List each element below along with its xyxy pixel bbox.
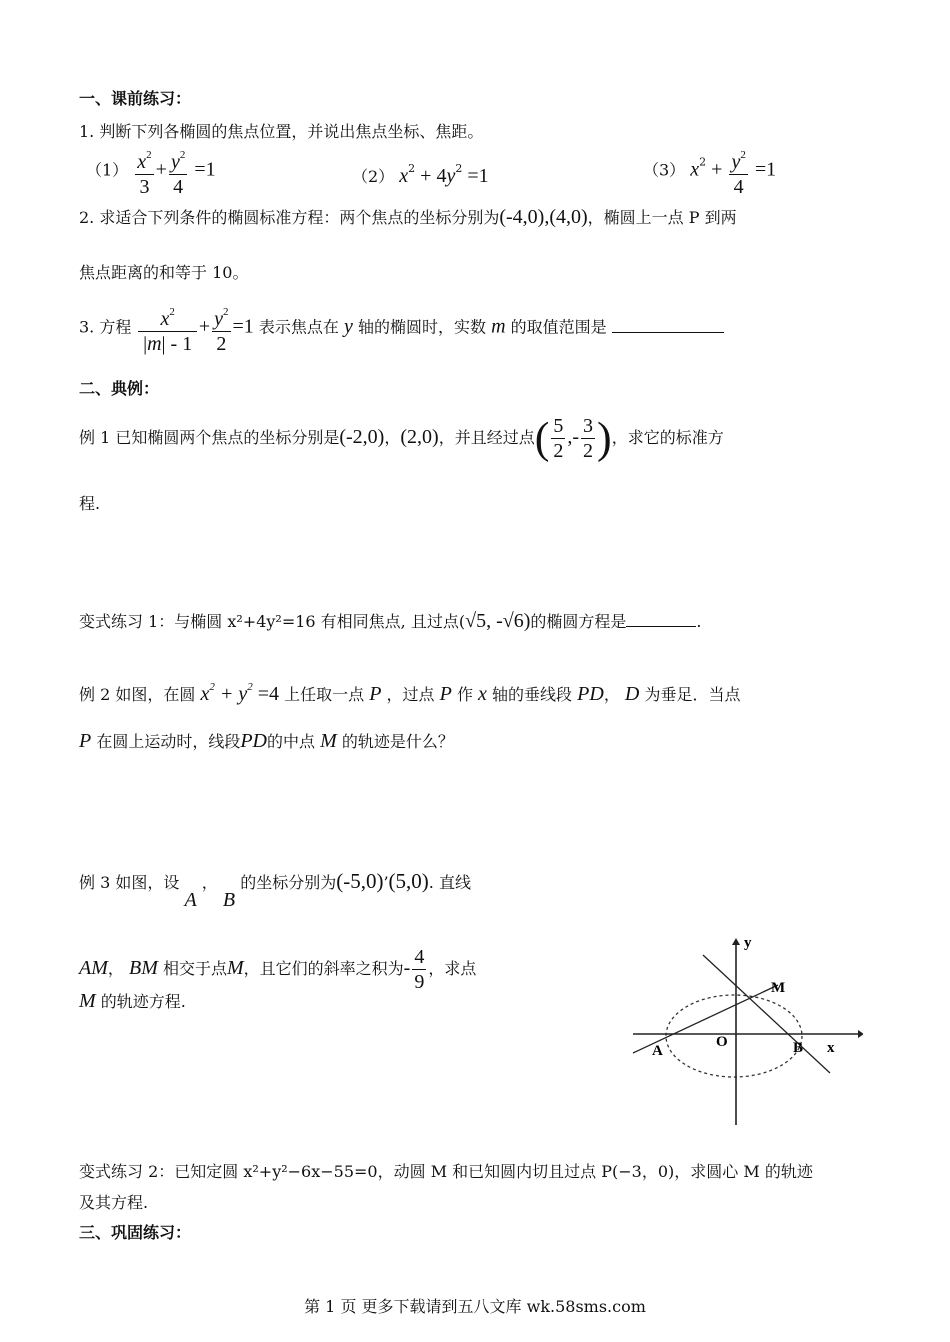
ex3-M: M — [226, 957, 244, 979]
ex3-t2: . 直线 — [428, 873, 471, 892]
ex2-t5: ， — [603, 685, 620, 704]
q1-item-1-label: （1） — [86, 160, 129, 180]
q3-prefix: 3. 方程 — [79, 317, 132, 337]
ex3-t3: 相交于点 — [162, 959, 227, 978]
ex2-t2: ，过点 — [386, 685, 435, 704]
q2-text-b: ，椭圆上一点 P 到两 — [587, 208, 737, 227]
label-B: B — [793, 1040, 804, 1056]
q1-item-3-label: （3） — [643, 160, 686, 180]
q3-var-y: y — [344, 315, 353, 338]
label-M: M — [771, 980, 786, 996]
section-heading-2: 二、典例： — [79, 379, 160, 398]
ex2-t9: 的轨迹是什么？ — [341, 732, 454, 751]
q3-var-m: m — [491, 315, 506, 338]
ex2-M: M — [320, 730, 337, 752]
example-2-line-2 — [79, 730, 454, 753]
example-1: 例 1 已知椭圆两个焦点的坐标分别是(-2,0)，(2,0)，并且经过点( $\frac{5}{2}$ ,- $\frac{3}{2}$ )，求它的标准方 — [79, 413, 724, 463]
x-axis-arrow — [858, 1030, 863, 1038]
ex2-PD: PD — [577, 683, 604, 705]
ex1-suffix: ，求它的标准方 — [611, 428, 724, 447]
q1-item-1: （1） $\frac{x^2}{3}$ + $\frac{y^2}{4}$ =1 — [86, 143, 216, 199]
ex3-comma: ， — [201, 873, 218, 892]
q3-fraction-2: $\frac{y^2}{2}$ — [212, 300, 230, 356]
ex3-point-B: (5,0) — [388, 869, 429, 893]
ex3-AM: AM — [79, 957, 108, 979]
ex3-A: A — [184, 889, 197, 911]
ellipse-curve — [666, 995, 802, 1077]
question-2-line-1 — [79, 206, 737, 229]
q3-text-b: 轴的椭圆时，实数 — [357, 317, 486, 337]
label-y: y — [744, 935, 752, 951]
q2-text-a: 2. 求适合下列条件的椭圆标准方程：两个焦点的坐标分别为 — [79, 208, 500, 227]
q3-fraction-1: $\frac{x^2}{|m| - 1}$ — [138, 300, 196, 356]
var1-suffix: 的椭圆方程是 — [530, 612, 627, 631]
ex2-circle: $x^2 + y^2 =4$ — [200, 681, 279, 705]
var1-prefix: 变式练习 1：与椭圆 x²+4y²=16 有相同焦点, 且过点( — [79, 612, 466, 631]
example-2-line-1 — [79, 676, 740, 706]
ex2-t3: 作 — [456, 685, 473, 704]
example-3-line-1: 例 3 如图，设 A ， B 的坐标分别为(-5,0)’(5,0). 直线 — [79, 869, 471, 911]
ex2-t1: 上任取一点 — [284, 685, 365, 704]
q2-foci: (-4,0),(4,0) — [499, 206, 588, 228]
ex2-P-2: P — [439, 683, 452, 705]
ex3-slope: $\frac{4}{9}$ — [414, 946, 425, 993]
ex3-BM: BM — [128, 957, 158, 979]
question-1-text: 1. 判断下列各椭圆的焦点位置，并说出焦点坐标、焦距。 — [79, 122, 484, 141]
label-x: x — [827, 1040, 835, 1056]
ex1-sep: ， — [384, 428, 401, 447]
var1-point: √5, -√6) — [465, 610, 531, 632]
example-3-line-3 — [79, 990, 186, 1013]
q3-text-a: 表示焦点在 — [258, 317, 339, 337]
y-axis-arrow — [732, 938, 740, 945]
variant-1 — [79, 610, 702, 633]
ex2-prefix: 例 2 如图，在圆 — [79, 685, 196, 704]
ex1-prefix: 例 1 已知椭圆两个焦点的坐标分别是 — [79, 428, 340, 447]
ex1-focus-2: (2,0) — [400, 426, 439, 448]
section-heading-1: 一、课前练习： — [79, 89, 192, 108]
ex2-x: x — [478, 683, 487, 705]
section-heading-3: 三、巩固练习： — [79, 1223, 192, 1242]
ex3-B: B — [222, 889, 236, 911]
line-BM — [703, 955, 830, 1073]
ex3-t6: 的轨迹方程. — [100, 992, 186, 1011]
label-A: A — [652, 1043, 663, 1059]
var1-answer-blank[interactable] — [626, 610, 696, 627]
example-3-line-2: AM， BM 相交于点M，且它们的斜率之积为- $\frac{4}{9}$ ，求点 — [79, 946, 477, 993]
q1-item-2: （2） $x^2 + 4y^2 =1$ — [352, 162, 489, 187]
example-1-cont: 程. — [79, 494, 101, 513]
ex2-t7: 在圆上运动时，线段 — [96, 732, 241, 751]
page-footer: 第 1 页 更多下载请到五八文库 wk.58sms.com — [304, 1297, 646, 1316]
ex3-t1: 的坐标分别为 — [240, 873, 337, 892]
ex2-D: D — [624, 683, 640, 705]
question-3: 3. 方程 $\frac{x^2}{|m| - 1}$ + $\frac{y^2}{2}$ =1 表示焦点在 y 轴的椭圆时，实数 m 的取值范围是 — [79, 300, 724, 356]
variant-2-line-1: 变式练习 2：已知定圆 x²+y²−6x−55=0，动圆 M 和已知圆内切且过点 P(−3，0)，求圆心 M 的轨迹 — [79, 1162, 813, 1181]
ex2-P-3: P — [79, 730, 92, 752]
variant-2-line-2: 及其方程. — [79, 1193, 149, 1212]
ex2-P: P — [369, 683, 382, 705]
ex2-PD-2: PD — [240, 730, 267, 752]
q3-text-c: 的取值范围是 — [510, 317, 607, 337]
ex3-t4: ，且它们的斜率之积为 — [243, 959, 404, 978]
ex3-prefix: 例 3 如图，设 — [79, 873, 180, 892]
var1-end: . — [696, 612, 702, 631]
label-O: O — [716, 1034, 728, 1050]
ex2-t4: 轴的垂线段 — [492, 685, 573, 704]
ex2-t8: 的中点 — [267, 732, 316, 751]
question-2-line-2: 焦点距离的和等于 10。 — [79, 263, 249, 282]
q1-item-2-label: （2） — [352, 167, 395, 186]
ex1-focus-1: (-2,0) — [339, 426, 385, 448]
ex3-point-A: (-5,0) — [336, 869, 384, 893]
ex3-M-2: M — [79, 990, 96, 1012]
q3-answer-blank[interactable] — [612, 316, 724, 333]
ex2-t6: 为垂足．当点 — [644, 685, 741, 704]
ex3-t5: ，求点 — [428, 959, 477, 978]
q1-item-3: （3） $x^2$ + $\frac{y^2}{4}$ =1 — [643, 143, 776, 199]
ellipse-figure — [628, 925, 863, 1130]
ex1-mid: ，并且经过点 — [438, 428, 535, 447]
